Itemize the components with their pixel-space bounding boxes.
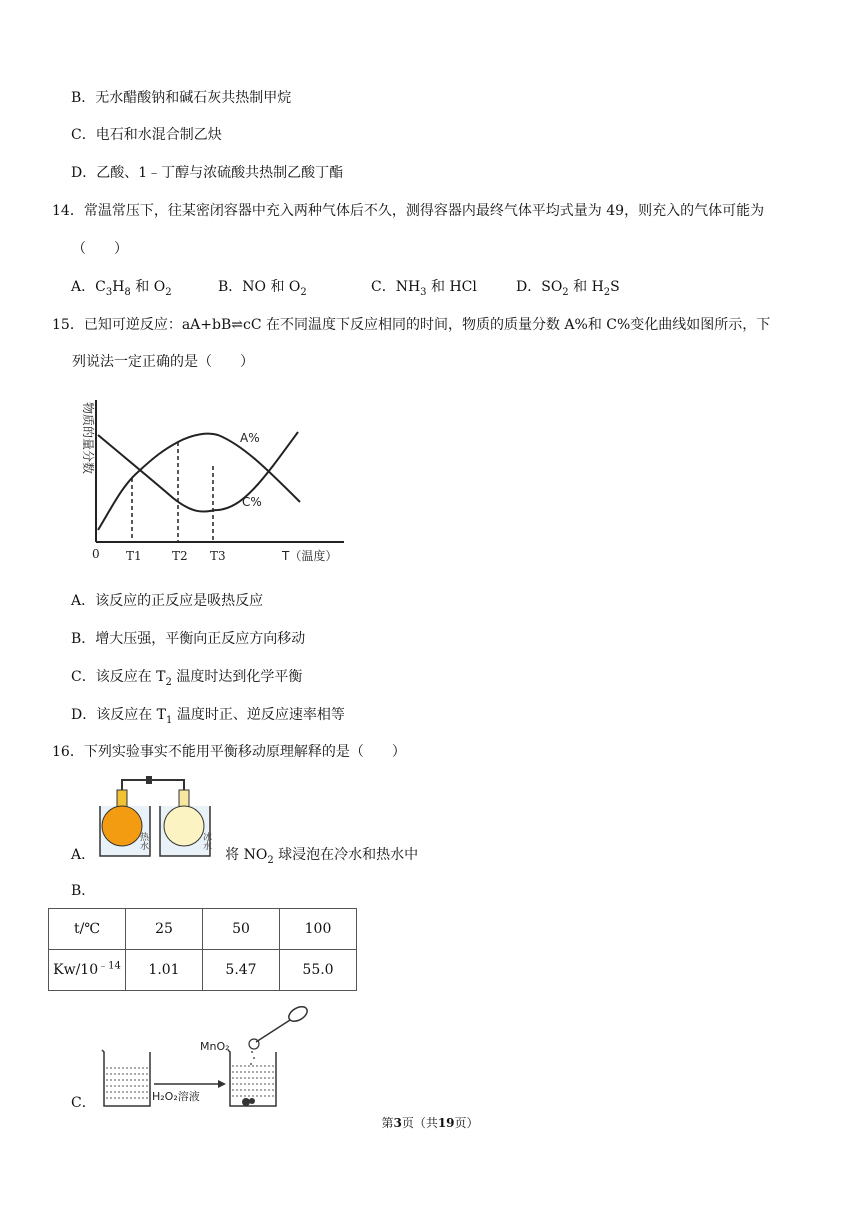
h2o2-mno2-illustration [96,1000,336,1110]
tick-t1: T1 [126,549,142,563]
q14-option-b: B．NO 和 $O_2$ [218,279,307,298]
q15-stem-cont: 列说法一定正确的是（ ） [72,354,254,370]
page-footer: 第3页（共19页） [381,1116,479,1130]
q16-option-a: A． 将 $NO_2$ 球浸泡在冷水和热水中 [71,847,419,866]
q15-option-d: D．该反应在 $T_1$ 温度时正、逆反应速率相等 [71,707,345,726]
q14-options [71,278,620,296]
cold-water-label: 冰水 [201,832,211,850]
q15-chart [68,390,358,575]
table-cell: 1.01 [126,950,203,991]
q13-option-d: D．乙酸、1﹣丁醇与浓硫酸共热制乙酸丁酯 [71,165,344,181]
table-cell: 5.47 [203,950,280,991]
tick-t2: T2 [172,549,188,563]
series-c-label: C% [242,495,262,509]
mno2-label: MnO₂ [200,1040,230,1053]
q16-stem: 16．下列实验事实不能用平衡移动原理解释的是（ ） [52,744,406,760]
q14-stem: 14．常温常压下，往某密闭容器中充入两种气体后不久，测得容器内最终气体平均式量为 49，则充入的气体可能为 [52,203,765,219]
table-cell: 55.0 [280,950,357,991]
q15-stem: 15．已知可逆反应：aA+bB⇌cC 在不同温度下反应相同的时间，物质的质量分数 A%和 C%变化曲线如图所示，下 [52,317,771,333]
q15-option-c: C．该反应在 $T_2$ 温度时达到化学平衡 [71,669,303,688]
q16-option-c-label: C． [71,1095,96,1111]
origin-label: 0 [92,547,100,561]
table-header-cell: 50 [203,909,280,950]
table-header-cell: 100 [280,909,357,950]
hot-water-label: 热水 [138,832,148,850]
series-a-label: A% [240,431,260,445]
kw-table [48,908,357,991]
q14-stem-paren: （ ） [72,241,128,257]
table-row-label: $Kw/10^{﹣14}$ [49,950,126,991]
q13-option-c: C．电石和水混合制乙炔 [71,127,222,143]
q15-option-a: A．该反应的正反应是吸热反应 [71,593,264,609]
table-row [49,909,357,950]
x-axis-label: T（温度） [282,549,338,563]
q13-option-b: B．无水醋酸钠和碱石灰共热制甲烷 [71,90,292,106]
table-row [49,950,357,991]
series-c-curve [98,434,300,530]
q14-option-d: D．$SO_2$ 和 $H_2S$ [516,279,620,298]
q16-option-b-label: B． [71,883,96,899]
q14-option-a: A．$C_3H_8$ 和 $O_2$ [71,279,172,298]
h2o2-label: H₂O₂溶液 [152,1090,200,1103]
table-header-cell: 25 [126,909,203,950]
y-axis-label: 物质的量分数 [81,402,95,475]
q15-option-b: B．增大压强，平衡向正反应方向移动 [71,631,306,647]
q14-option-c: C．$NH_3$ 和 HCl [371,279,477,298]
tick-t3: T3 [210,549,226,563]
table-header-cell: t/℃ [49,909,126,950]
